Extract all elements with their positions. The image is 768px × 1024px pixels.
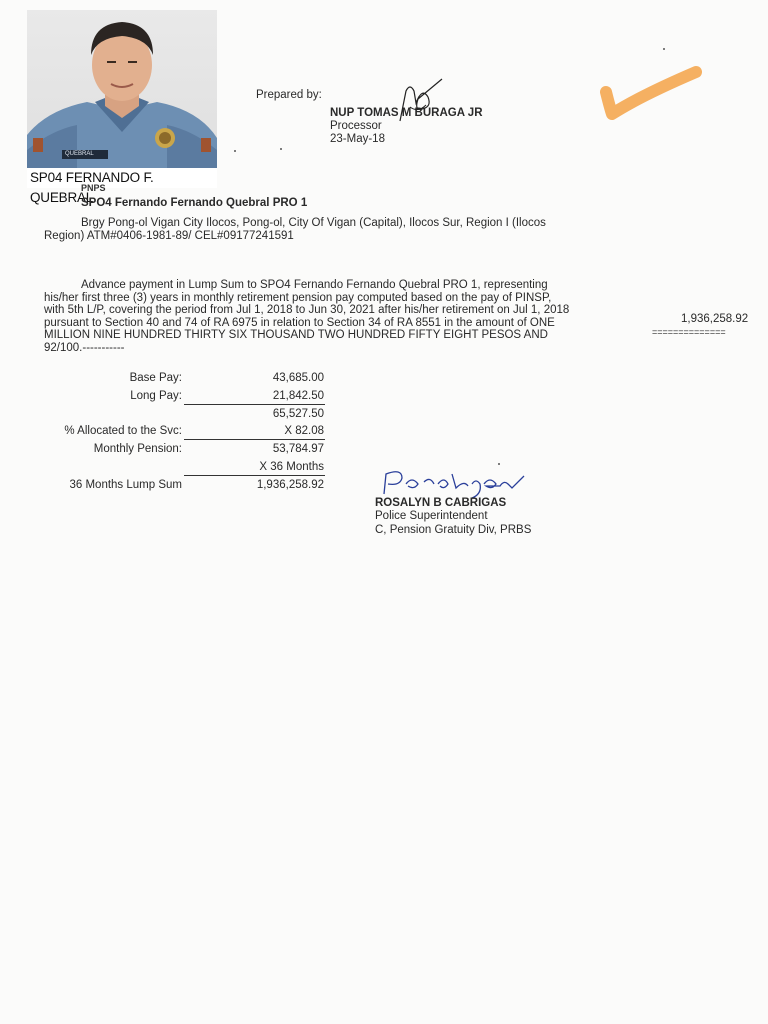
allocated-rule xyxy=(184,439,325,440)
lump-sum-label: 36 Months Lump Sum xyxy=(69,479,182,491)
lump-sum-value: 1,936,258.92 xyxy=(256,479,324,491)
description-line: with 5th L/P, covering the period from Jul 1, 2018 to Jun 30, 2021 after his/her retirement on Jul 1, 2018 xyxy=(44,304,570,316)
prepared-by-label: Prepared by: xyxy=(256,89,322,101)
speck xyxy=(663,48,665,50)
allocated-value: X 82.08 xyxy=(284,425,324,437)
photo-caption-box xyxy=(27,168,217,205)
prepared-by-role: Processor xyxy=(330,120,382,132)
check-mark xyxy=(600,58,710,122)
speck xyxy=(234,150,236,152)
total-amount: 1,936,258.92 xyxy=(681,313,749,325)
total-amount-underline: ============== xyxy=(652,327,726,337)
approver-title: Police Superintendent xyxy=(375,510,488,522)
description-line: his/her first three (3) years in monthly retirement pension pay computed based on the pay of PINSP, xyxy=(44,291,552,304)
allocated-label: % Allocated to the Svc: xyxy=(64,425,182,437)
payee-name: SPO4 Fernando Fernando Quebral PRO 1 xyxy=(81,197,308,209)
monthly-pension-value: 53,784.97 xyxy=(272,443,324,455)
base-pay-label: Base Pay: xyxy=(129,372,182,384)
months-rule xyxy=(184,475,325,476)
sum-rule xyxy=(184,404,325,405)
subtotal-value: 65,527.50 xyxy=(272,408,324,420)
partial-header: PNPS xyxy=(81,183,106,193)
description-line: pursuant to Section 40 and 74 of RA 6975 in relation to Section 34 of RA 8551 in the amount of ONE xyxy=(44,316,555,329)
months-multiplier: X 36 Months xyxy=(259,461,324,473)
base-pay-value: 43,685.00 xyxy=(272,372,324,384)
name-tag: QUEBRAL xyxy=(65,151,94,157)
processor-signature xyxy=(392,77,452,127)
address-line-2: Region) ATM#0406-1981-89/ CEL#09177241591 xyxy=(44,230,294,242)
prepared-by-name: NUP TOMAS M BURAGA JR xyxy=(330,107,483,119)
speck xyxy=(498,463,500,465)
approver-name: ROSALYN B CABRIGAS xyxy=(375,497,507,509)
monthly-pension-label: Monthly Pension: xyxy=(93,443,182,455)
approver-office: C, Pension Gratuity Div, PRBS xyxy=(375,524,532,536)
address-line-1: Brgy Pong-ol Vigan City Ilocos, Pong-ol, City Of Vigan (Capital), Ilocos Sur, Region I (Ilocos xyxy=(81,217,546,229)
long-pay-value: 21,842.50 xyxy=(272,390,324,402)
prepared-date: 23-May-18 xyxy=(330,133,385,145)
speck xyxy=(280,148,282,150)
description-line: Advance payment in Lump Sum to SPO4 Fernando Fernando Quebral PRO 1, representing xyxy=(81,279,548,291)
photo-caption: SP04 FERNANDO F. QUEBRAL xyxy=(30,170,154,205)
description-line: 92/100.----------- xyxy=(44,341,125,354)
long-pay-label: Long Pay: xyxy=(130,390,182,402)
payee-address xyxy=(44,217,604,243)
description-line: MILLION NINE HUNDRED THIRTY SIX THOUSAND TWO HUNDRED FIFTY EIGHT PESOS AND xyxy=(44,329,548,341)
description-paragraph xyxy=(44,279,624,354)
